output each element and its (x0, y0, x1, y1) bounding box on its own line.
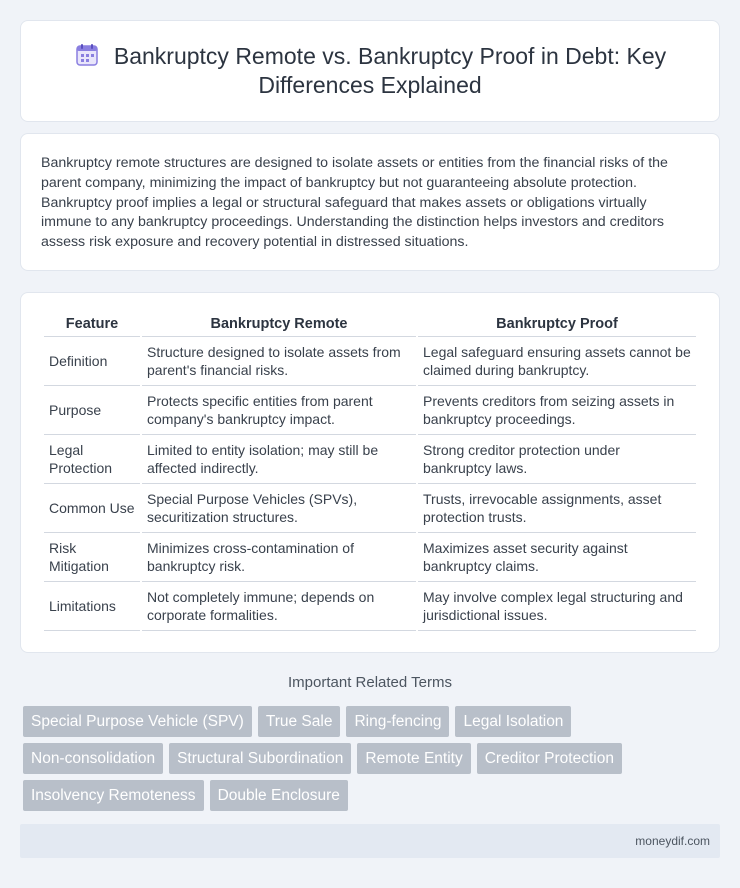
row-remote: Limited to entity isolation; may still be affected indirectly. (142, 435, 416, 484)
table-row (44, 337, 696, 386)
calendar-icon (74, 42, 100, 68)
row-feature: Legal Protection (44, 435, 140, 484)
term-tag[interactable]: Creditor Protection (477, 743, 622, 774)
header-bankruptcy-proof: Bankruptcy Proof (418, 315, 696, 337)
term-tag[interactable]: Legal Isolation (455, 706, 571, 737)
row-remote: Structure designed to isolate assets from parent's financial risks. (142, 337, 416, 386)
row-feature: Definition (44, 337, 140, 386)
table-row (44, 484, 696, 533)
term-tag[interactable]: Remote Entity (357, 743, 470, 774)
row-proof: Maximizes asset security against bankruptcy claims. (418, 533, 696, 582)
table-row (44, 386, 696, 435)
table-header-row (44, 315, 696, 337)
term-tag[interactable]: True Sale (258, 706, 341, 737)
header-card (20, 20, 720, 122)
term-tag[interactable]: Insolvency Remoteness (23, 780, 204, 811)
row-feature: Risk Mitigation (44, 533, 140, 582)
footer (20, 824, 720, 858)
related-terms-list (23, 706, 703, 817)
intro-paragraph: Bankruptcy remote structures are designed to isolate assets or entities from the financial risks of the parent company, minimizing the impact of bankruptcy but not guaranteeing absolute protection. Bankruptcy proof implies a legal or structural safeguard that makes assets or obligations virtually immune to any bankruptcy proceedings. Understanding the distinction helps investors and creditors assess risk exposure and recovery potential in distressed situations. (41, 155, 668, 251)
table-row (44, 435, 696, 484)
term-tag[interactable]: Double Enclosure (210, 780, 348, 811)
term-tag[interactable]: Ring-fencing (346, 706, 449, 737)
footer-site-link[interactable]: moneydif.com (635, 834, 710, 848)
row-remote: Protects specific entities from parent company's bankruptcy impact. (142, 386, 416, 435)
related-terms-title: Important Related Terms (288, 674, 452, 691)
row-proof: Prevents creditors from seizing assets in bankruptcy proceedings. (418, 386, 696, 435)
row-feature: Limitations (44, 582, 140, 631)
row-feature: Purpose (44, 386, 140, 435)
term-tag[interactable]: Special Purpose Vehicle (SPV) (23, 706, 252, 737)
row-remote: Not completely immune; depends on corporate formalities. (142, 582, 416, 631)
page-title (51, 42, 689, 100)
header-feature: Feature (44, 315, 140, 337)
row-proof: Strong creditor protection under bankruptcy laws. (418, 435, 696, 484)
table-row (44, 582, 696, 631)
header-bankruptcy-remote: Bankruptcy Remote (142, 315, 416, 337)
comparison-table (42, 315, 698, 631)
term-tag[interactable]: Structural Subordination (169, 743, 351, 774)
row-remote: Special Purpose Vehicles (SPVs), securitization structures. (142, 484, 416, 533)
row-remote: Minimizes cross-contamination of bankruptcy risk. (142, 533, 416, 582)
page-title-text: Bankruptcy Remote vs. Bankruptcy Proof in Debt: Key Differences Explained (113, 43, 667, 98)
row-proof: Legal safeguard ensuring assets cannot be claimed during bankruptcy. (418, 337, 696, 386)
row-proof: May involve complex legal structuring and jurisdictional issues. (418, 582, 696, 631)
row-feature: Common Use (44, 484, 140, 533)
intro-card (20, 133, 720, 271)
table-row (44, 533, 696, 582)
term-tag[interactable]: Non-consolidation (23, 743, 163, 774)
comparison-table-card (20, 292, 720, 653)
row-proof: Trusts, irrevocable assignments, asset protection trusts. (418, 484, 696, 533)
